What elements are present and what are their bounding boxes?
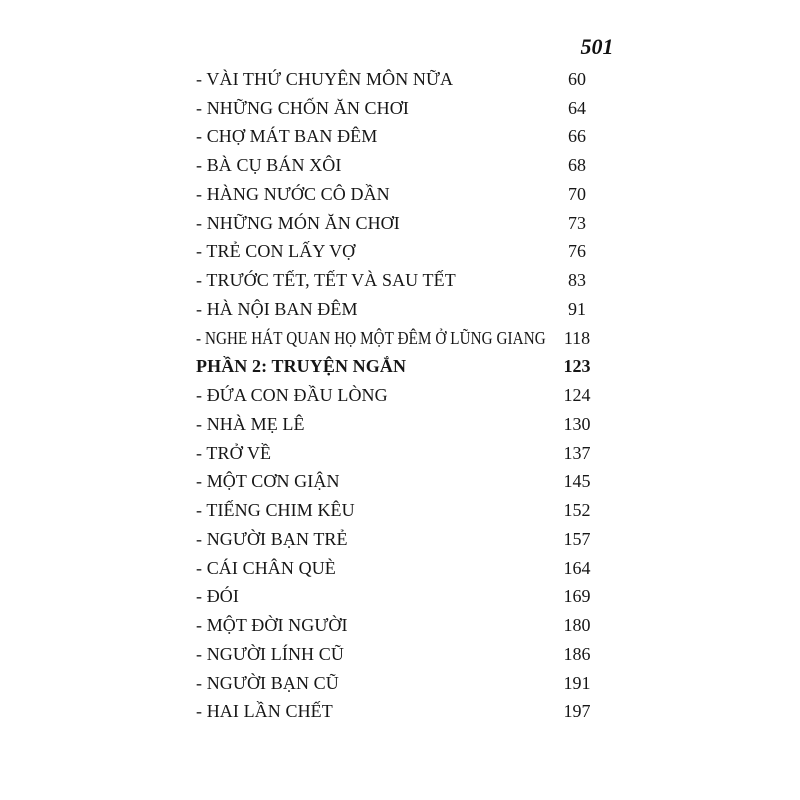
toc-row [196, 151, 608, 180]
toc-entry-title: - HÀNG NƯỚC CÔ DẦN [196, 183, 390, 204]
toc-row [196, 583, 608, 612]
toc-entry-page: 145 [563, 471, 591, 492]
toc-entry-title: - NHỮNG CHỐN ĂN CHƠI [196, 97, 409, 118]
toc-row [196, 266, 608, 295]
toc-row [196, 525, 608, 554]
toc-row [196, 554, 608, 583]
toc-entry-page: 124 [563, 385, 591, 406]
toc-row [196, 468, 608, 497]
toc-row [196, 698, 608, 727]
toc-row [196, 65, 608, 94]
toc-entry-page: 137 [563, 442, 591, 463]
toc-entry-title: - HÀ NỘI BAN ĐÊM [196, 298, 358, 319]
toc-entry-title: - MỘT CƠN GIẬN [196, 471, 340, 492]
toc-entry-page: 130 [563, 413, 591, 434]
toc-row [196, 180, 608, 209]
page-number: 501 [580, 34, 614, 59]
toc-row [196, 94, 608, 123]
toc-entry-title: - CÁI CHÂN QUÈ [196, 557, 336, 578]
toc-entry-title: - ĐỨA CON ĐẦU LÒNG [196, 385, 388, 406]
toc-entry-title: - NGƯỜI LÍNH CŨ [196, 643, 344, 664]
table-of-contents [196, 65, 608, 726]
toc-row [196, 324, 608, 353]
toc-entry-title: - MỘT ĐỜI NGƯỜI [196, 615, 348, 636]
toc-row [196, 381, 608, 410]
toc-entry-title: - CHỢ MÁT BAN ĐÊM [196, 126, 378, 147]
toc-entry-title: - NGHE HÁT QUAN HỌ MỘT ĐÊM Ở LŨNG GIANG [196, 327, 546, 348]
toc-entry-title: PHẦN 2: TRUYỆN NGẮN [196, 356, 407, 377]
toc-row [196, 640, 608, 669]
toc-row [196, 123, 608, 152]
toc-row [196, 410, 608, 439]
toc-row [196, 439, 608, 468]
toc-entry-page: 118 [563, 327, 591, 348]
toc-entry-page: 180 [563, 615, 591, 636]
toc-entry-title: - HAI LẦN CHẾT [196, 701, 333, 722]
toc-row [196, 669, 608, 698]
toc-entry-title: - VÀI THỨ CHUYÊN MÔN NỮA [196, 68, 454, 89]
toc-entry-title: - NGƯỜI BẠN TRẺ [196, 528, 348, 549]
toc-entry-page: 191 [563, 672, 591, 693]
toc-entry-page: 186 [563, 643, 591, 664]
toc-entry-title: - TRẺ CON LẤY VỢ [196, 241, 356, 262]
toc-entry-page: 91 [568, 298, 586, 319]
toc-entry-page: 83 [568, 270, 586, 291]
toc-row [196, 209, 608, 238]
toc-entry-title: - TRƯỚC TẾT, TẾT VÀ SAU TẾT [196, 270, 456, 291]
toc-entry-page: 76 [568, 241, 586, 262]
toc-entry-page: 60 [568, 68, 586, 89]
toc-entry-title: - NHÀ MẸ LÊ [196, 413, 305, 434]
toc-entry-page: 197 [563, 701, 591, 722]
toc-entry-title: - TRỞ VỀ [196, 442, 272, 463]
toc-row [196, 295, 608, 324]
toc-row [196, 353, 608, 382]
toc-entry-title: - TIẾNG CHIM KÊU [196, 500, 355, 521]
toc-row [196, 238, 608, 267]
toc-row [196, 496, 608, 525]
toc-entry-page: 64 [568, 97, 586, 118]
toc-entry-page: 123 [563, 356, 591, 377]
toc-entry-page: 157 [563, 528, 591, 549]
toc-entry-title: - NHỮNG MÓN ĂN CHƠI [196, 212, 400, 233]
toc-entry-title: - BÀ CỤ BÁN XÔI [196, 155, 342, 176]
toc-entry-title: - NGƯỜI BẠN CŨ [196, 672, 339, 693]
toc-entry-title: - ĐÓI [196, 586, 239, 607]
toc-entry-page: 66 [568, 126, 586, 147]
toc-row [196, 611, 608, 640]
toc-entry-page: 164 [563, 557, 591, 578]
toc-entry-page: 152 [563, 500, 591, 521]
toc-entry-page: 73 [568, 212, 586, 233]
toc-entry-page: 70 [568, 183, 586, 204]
toc-entry-page: 169 [563, 586, 591, 607]
toc-entry-page: 68 [568, 155, 586, 176]
